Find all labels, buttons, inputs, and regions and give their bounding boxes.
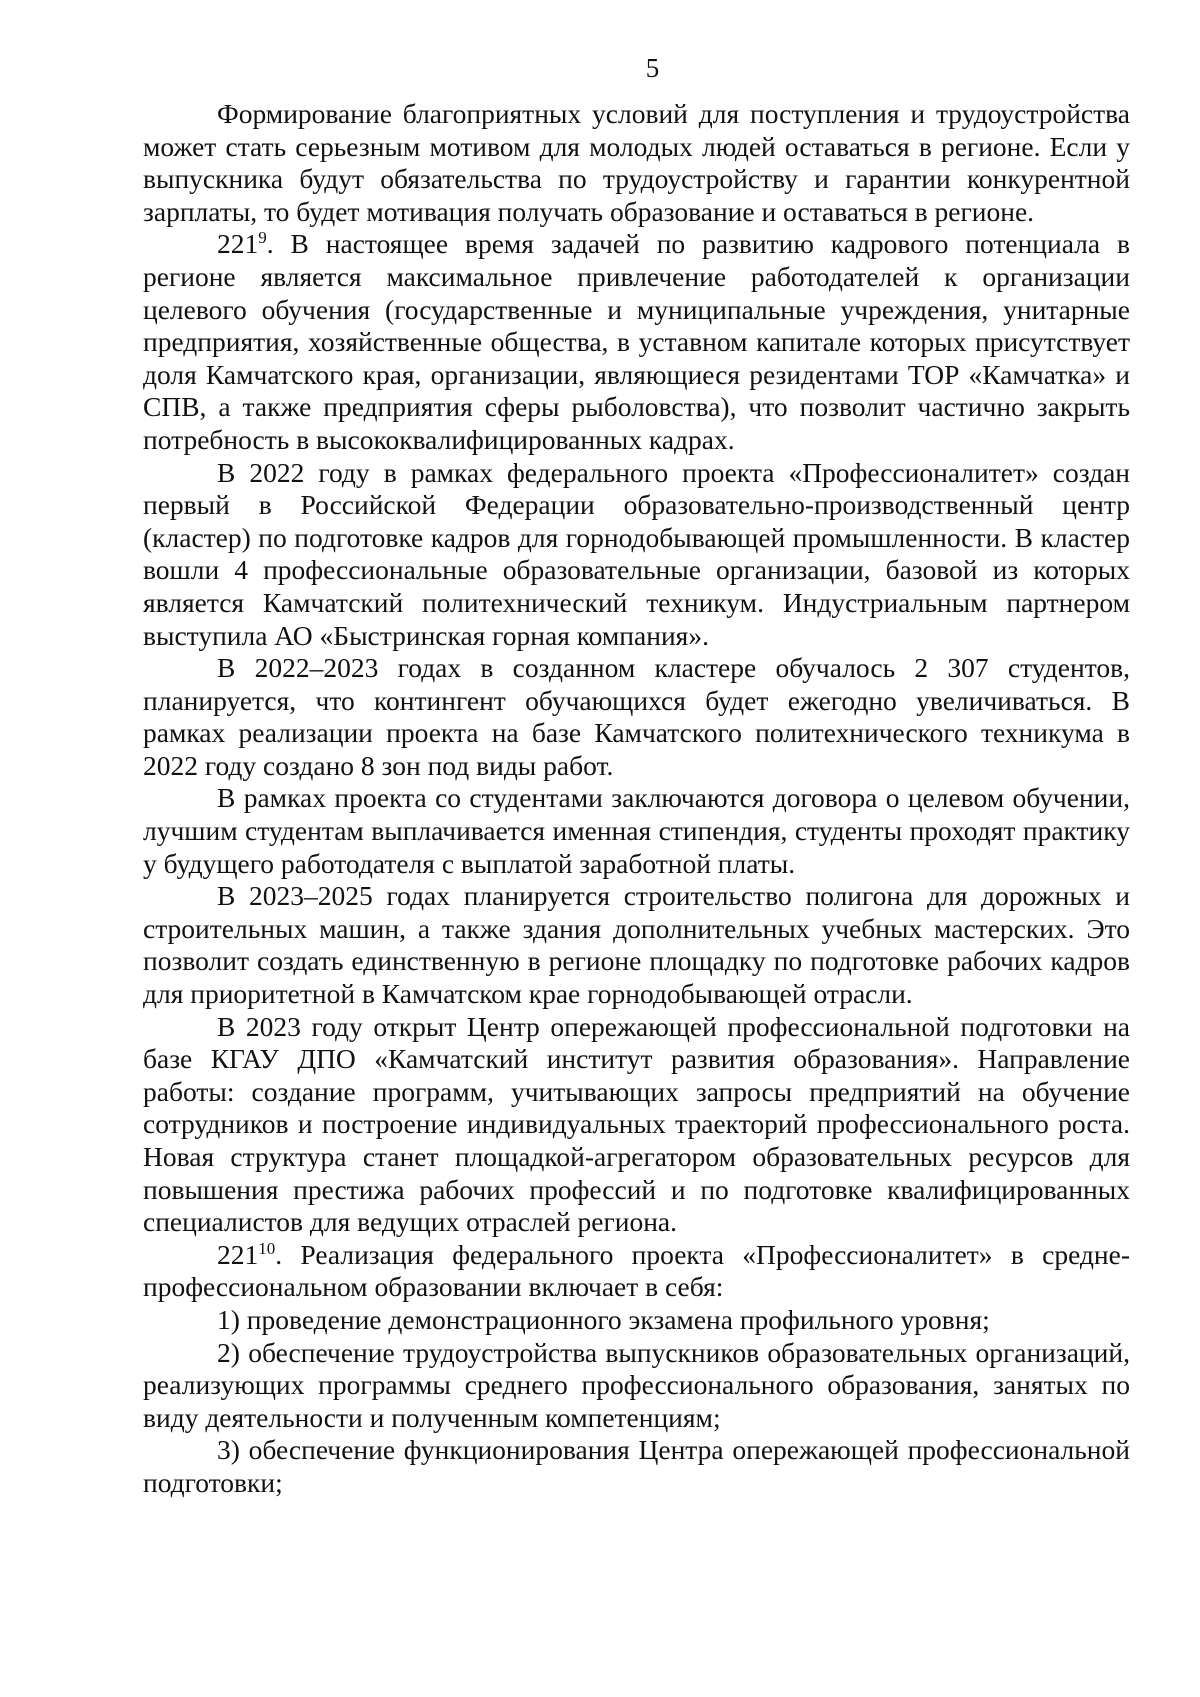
paragraph-1 <box>143 98 1130 228</box>
paragraph-text: В 2023–2025 годах планируется строительство полигона для дорожных и строительных машин, а также здания дополнительных учебных мастерских. Это позволит создать единственную в регионе площадку по подготовке рабочих кадров для приоритетной в Камчатском крае горнодобывающей отрасли. <box>143 880 1130 1010</box>
paragraph-text: . Реализация федерального проекта «Профессионалитет» в средне-профессиональном образовании включает в себя: <box>143 1238 1130 1303</box>
paragraph-5 <box>143 782 1130 880</box>
list-item-text: 1) проведение демонстрационного экзамена профильного уровня; <box>217 1303 990 1335</box>
paragraph-2 <box>143 228 1130 456</box>
paragraph-text: Формирование благоприятных условий для поступления и трудоустройства может стать серьезным мотивом для молодых людей оставаться в регионе. Если у выпускника будут обязательства по трудоустройству и гарантии конкурентной зарплаты, то будет мотивация получать образование и оставаться в регионе. <box>143 98 1130 227</box>
paragraph-7 <box>143 1011 1130 1239</box>
paragraph-text: В 2022 году в рамках федерального проекта «Профессионалитет» создан первый в Российской Федерации образовательно-производственный центр (кластер) по подготовке кадров для горнодобывающей промышленности. В кластер вошли 4 профессиональные образовательные организации, базовой из которых является Камчатский политехнический техникум. Индустриальным партнером выступила АО «Быстринская горная компания». <box>143 456 1130 651</box>
paragraph-6 <box>143 880 1130 1010</box>
list-item-3 <box>143 1434 1130 1499</box>
paragraph-text: . В настоящее время задачей по развитию кадрового потенциала в регионе является максимальное привлечение работодателей к организации целевого обучения (государственные и муниципальные учреждения, унитарные предприятия, хозяйственные общества, в уставном капитале которых присутствует доля Камчатского края, организации, являющиеся резидентами ТОР «Камчатка» и СПВ, а также предприятия сферы рыболовства), что позволит частично закрыть потребность в высококвалифицированных кадрах. <box>143 228 1130 455</box>
paragraph-4 <box>143 652 1130 782</box>
page-number: 5 <box>645 53 660 83</box>
list-item-text: 3) обеспечение функционирования Центра опережающей профессиональной подготовки; <box>143 1434 1130 1498</box>
list-item-2 <box>143 1337 1130 1435</box>
paragraph-text: В рамках проекта со студентами заключаются договора о целевом обучении, лучшим студентам выплачивается именная стипендия, студенты проходят практику у будущего работодателя с выплатой заработной платы. <box>143 782 1130 879</box>
paragraph-text: В 2022–2023 годах в созданном кластере обучалось 2 307 студентов, планируется, что контингент обучающихся будет ежегодно увеличиваться. В рамках реализации проекта на базе Камчатского политехнического техникума в 2022 году создано 8 зон под виды работ. <box>143 652 1130 781</box>
list-item-text: 2) обеспечение трудоустройства выпускников образовательных организаций, реализующих программы среднего профессионального образования, занятых по виду деятельности и полученным компетенциям; <box>143 1336 1130 1433</box>
footnote-ref: 10 <box>258 1238 276 1258</box>
paragraph-number: 221 <box>217 1238 259 1270</box>
paragraph-number: 221 <box>217 228 259 260</box>
paragraph-text: В 2023 году открыт Центр опережающей профессиональной подготовки на базе КГАУ ДПО «Камчатский институт развития образования». Направление работы: создание программ, учитывающих запросы предприятий на обучение сотрудников и построение индивидуальных траекторий профессионального роста. Новая структура станет площадкой-агрегатором образовательных ресурсов для повышения престижа рабочих профессий и по подготовке квалифицированных специалистов для ведущих отраслей региона. <box>143 1010 1130 1238</box>
paragraph-3 <box>143 457 1130 653</box>
list-item-1 <box>143 1304 1130 1337</box>
footnote-ref: 9 <box>258 228 267 248</box>
paragraph-8 <box>143 1239 1130 1304</box>
